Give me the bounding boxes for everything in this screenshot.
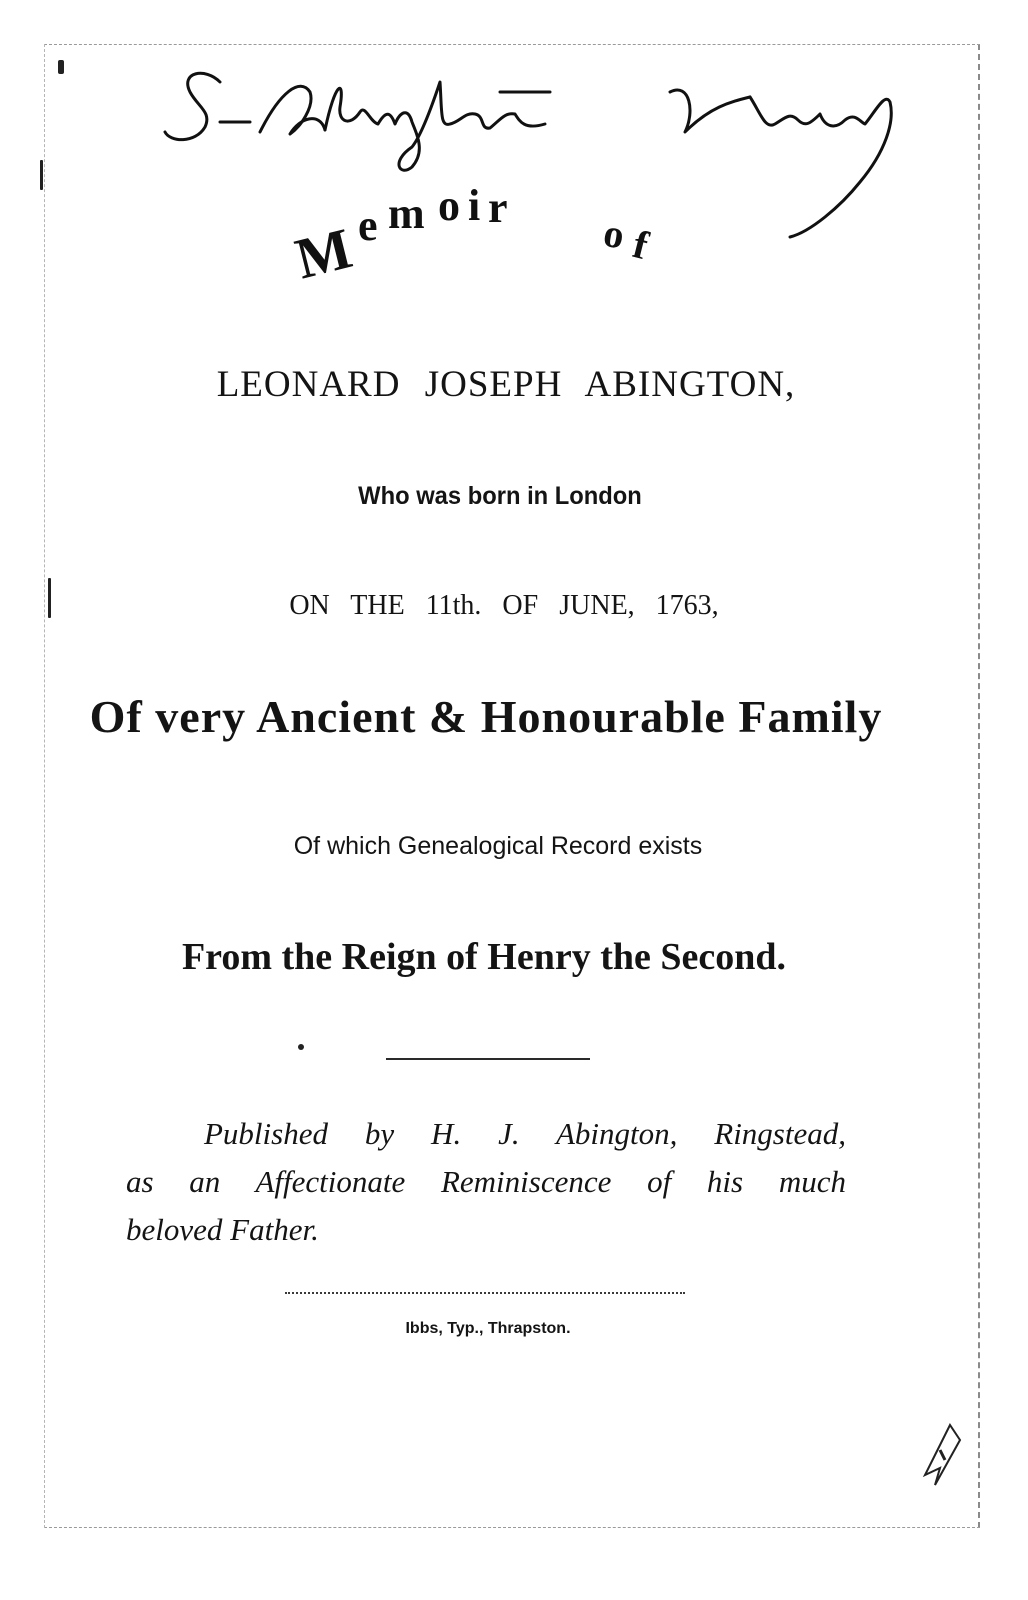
birth-date-line: ON THE 11th. OF JUNE, 1763, [289,590,719,621]
ink-mark [48,578,51,618]
svg-text:m: m [388,189,425,238]
reign-line: From the Reign of Henry the Second. [181,936,787,978]
svg-text:f: f [628,221,653,269]
publisher-line: Published by H. J. Abington, Ringstead, [204,1116,846,1151]
publisher-line: as an Affectionate Reminiscence of his much [126,1164,846,1199]
svg-text:i: i [468,181,481,230]
separator-rule [386,1058,590,1060]
svg-text:o: o [438,181,460,230]
svg-text:o: o [600,209,628,258]
ink-mark [58,60,64,74]
memoir-heading-text: Memoir of [288,180,293,181]
family-line: Of very Ancient & Honourable Family [89,691,883,742]
svg-text:e: e [358,201,378,250]
publisher-note [126,1110,846,1254]
subject-name: LEONARD JOSEPH ABINGTON, [216,364,796,405]
dotted-separator [285,1292,685,1294]
birth-place-line: Who was born in London [358,482,642,510]
memoir-heading [288,180,708,290]
svg-text:M: M [289,215,359,290]
publisher-line: beloved Father. [126,1212,319,1247]
svg-text:r: r [488,183,508,232]
ink-mark [40,160,43,190]
ink-speck [298,1044,304,1050]
torn-corner-mark [910,1420,970,1490]
printer-imprint: Ibbs, Typ., Thrapston. [405,1320,571,1337]
genealogical-record-line: Of which Genealogical Record exists [293,832,703,860]
